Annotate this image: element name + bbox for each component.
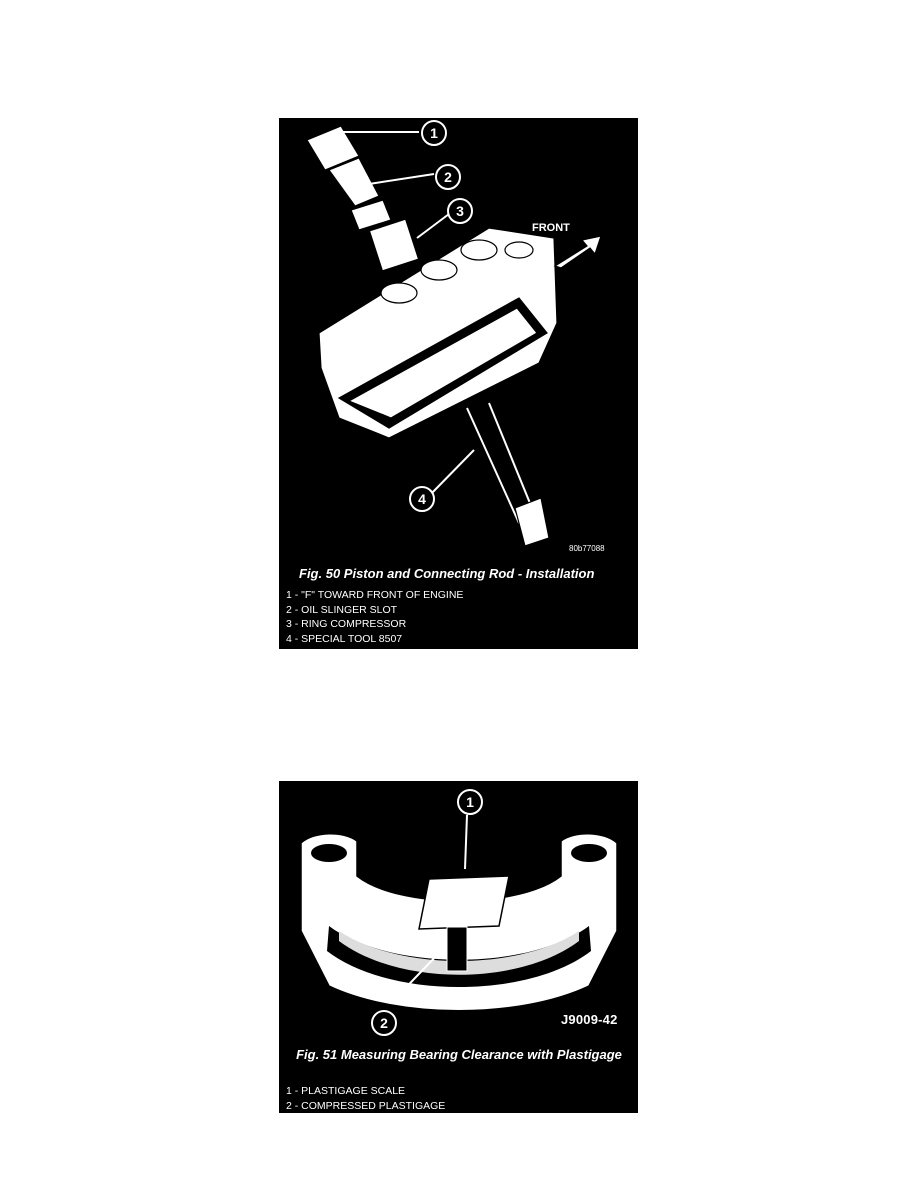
compressed-plastigage-strip <box>447 927 467 971</box>
image-code: 80b77088 <box>569 544 605 553</box>
front-arrow-label: FRONT <box>532 222 570 234</box>
figure-50-panel <box>279 118 638 649</box>
legend-item: 1 - "F" TOWARD FRONT OF ENGINE <box>286 589 464 601</box>
legend-item: 2 - COMPRESSED PLASTIGAGE <box>286 1099 446 1112</box>
figure-caption: Fig. 51 Measuring Bearing Clearance with Plastigage <box>296 1047 622 1062</box>
legend-item: 4 - SPECIAL TOOL 8507 <box>286 632 403 645</box>
figure-legend <box>286 1084 445 1113</box>
legend-item: 3 - RING COMPRESSOR <box>286 618 407 630</box>
legend-item: 1 - PLASTIGAGE SCALE <box>286 1085 406 1097</box>
callout-1: 1 <box>421 120 447 146</box>
callout-1: 1 <box>457 789 483 815</box>
bolt-hole <box>571 844 607 862</box>
bearing-plastigage-illustration <box>279 781 638 1041</box>
figure-51-panel <box>279 781 638 1113</box>
callout-2: 2 <box>371 1010 397 1036</box>
plastigage-scale-shape <box>419 876 509 929</box>
figure-caption: Fig. 50 Piston and Connecting Rod - Installation <box>299 566 595 581</box>
callout-4: 4 <box>409 486 435 512</box>
bolt-hole <box>311 844 347 862</box>
callout-3: 3 <box>447 198 473 224</box>
legend-item: 2 - OIL SLINGER SLOT <box>286 603 398 616</box>
figure-legend <box>286 588 463 646</box>
image-code: J9009-42 <box>561 1012 618 1027</box>
callout-2: 2 <box>435 164 461 190</box>
